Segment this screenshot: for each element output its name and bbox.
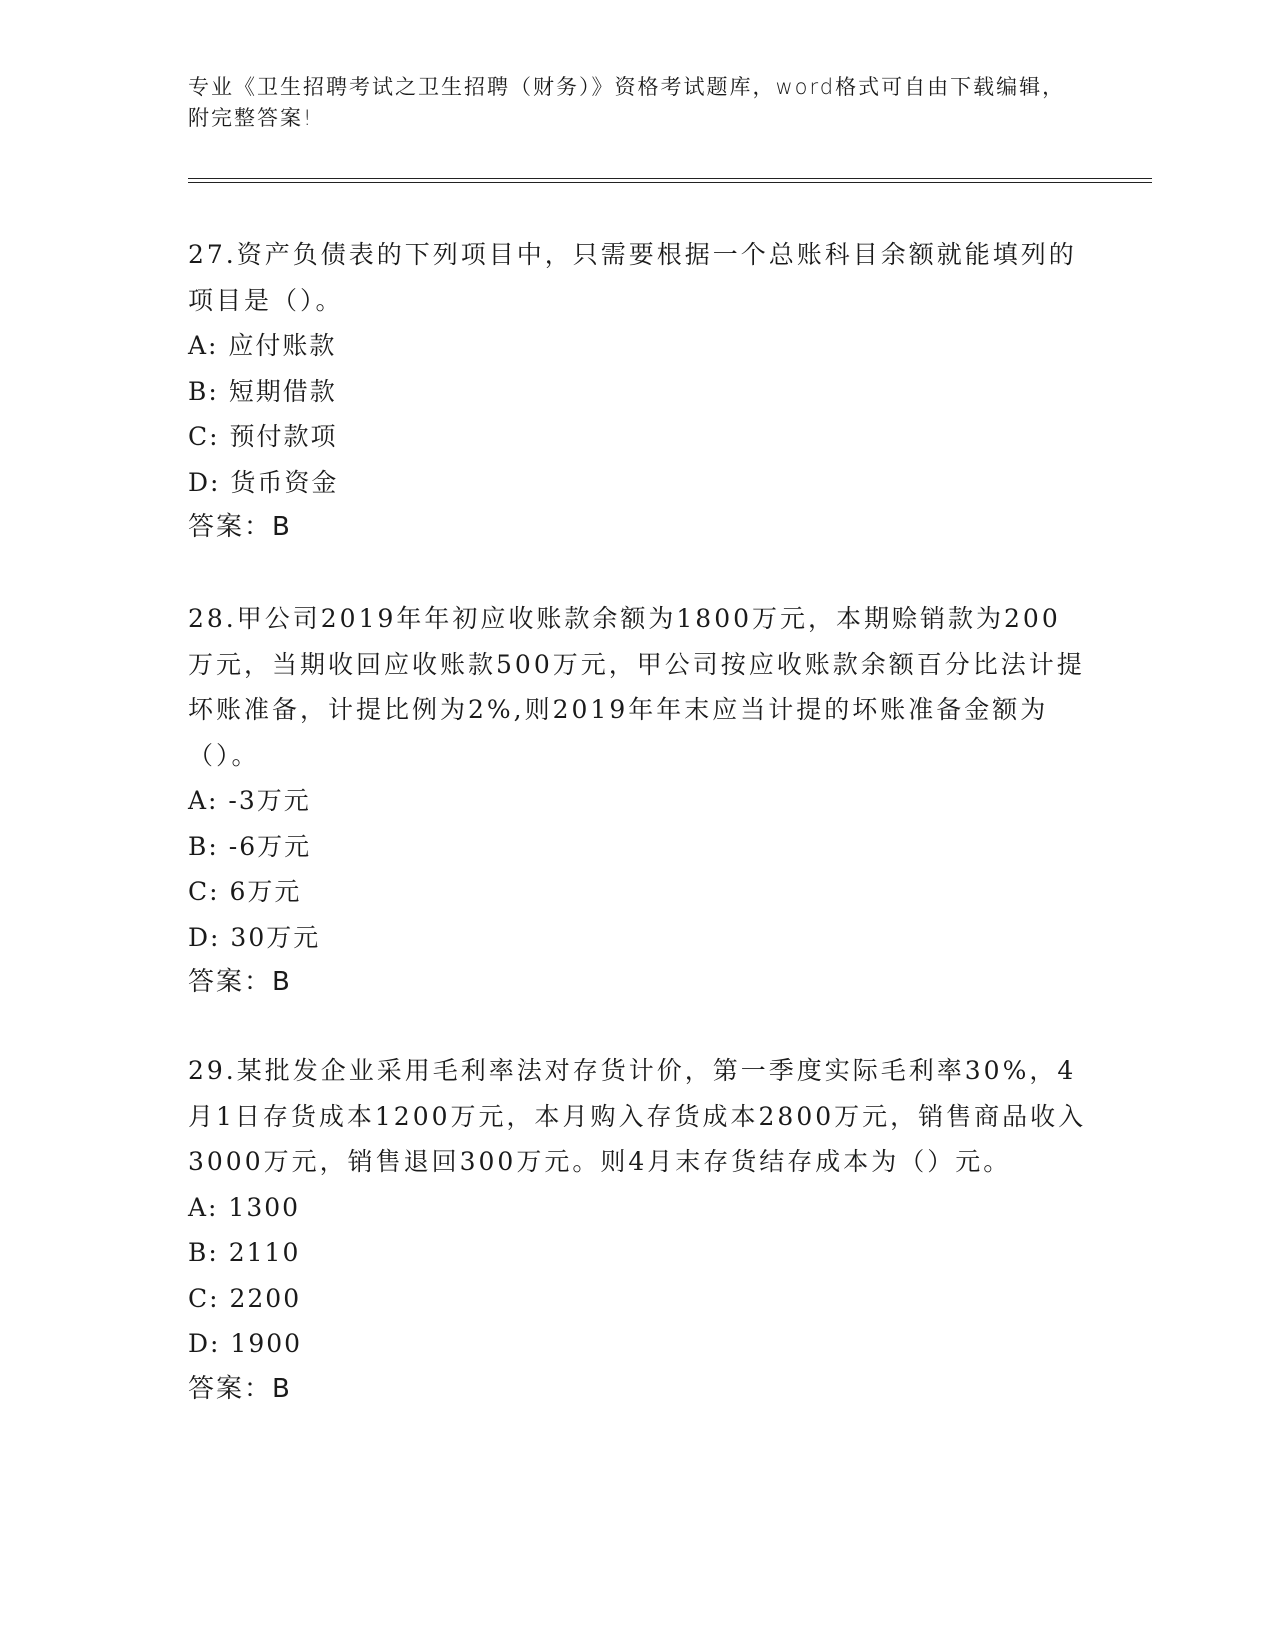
option-a: A: 1300: [188, 1192, 301, 1222]
option-c: C: 2200: [188, 1283, 302, 1313]
question-27: [188, 232, 1088, 551]
header-divider: [188, 178, 1152, 183]
question-29: [188, 1048, 1088, 1412]
option-b: B: 短期借款: [188, 376, 337, 406]
question-28: [188, 596, 1088, 1006]
question-stem: 27.资产负债表的下列项目中，只需要根据一个总账科目余额就能填列的项目是（）。: [188, 240, 1077, 315]
header-text: 专业《卫生招聘考试之卫生招聘（财务）》资格考试题库，word格式可自由下载编辑，附完整答案!: [188, 75, 1066, 130]
option-d: D: 1900: [188, 1329, 303, 1358]
option-a: A: 应付账款: [188, 331, 337, 360]
option-a: A: -3万元: [188, 786, 311, 815]
question-stem: 29.某批发企业采用毛利率法对存货计价，第一季度实际毛利率30%，4月1日存货成本1200万元，本月购入存货成本2800万元，销售商品收入3000万元，销售退回300万元。则4月末存货结存成本为（）元。: [188, 1056, 1087, 1176]
option-d: D: 货币资金: [188, 467, 339, 497]
answer: 答案：B: [188, 1373, 292, 1404]
answer: 答案：B: [188, 967, 292, 997]
option-c: C: 预付款项: [188, 422, 338, 451]
answer: 答案：B: [188, 512, 292, 542]
option-b: B: -6万元: [188, 831, 312, 861]
option-d: D: 30万元: [188, 922, 321, 952]
question-stem: 28.甲公司2019年年初应收账款余额为1800万元，本期赊销款为200万元，当期收回应收账款500万元，甲公司按应收账款余额百分比法计提坏账准备，计提比例为2%,则2019年年末应当计提的坏账准备金额为（）。: [188, 604, 1085, 770]
option-b: B: 2110: [188, 1238, 301, 1267]
option-c: C: 6万元: [188, 877, 302, 906]
document-header: [188, 72, 1088, 134]
